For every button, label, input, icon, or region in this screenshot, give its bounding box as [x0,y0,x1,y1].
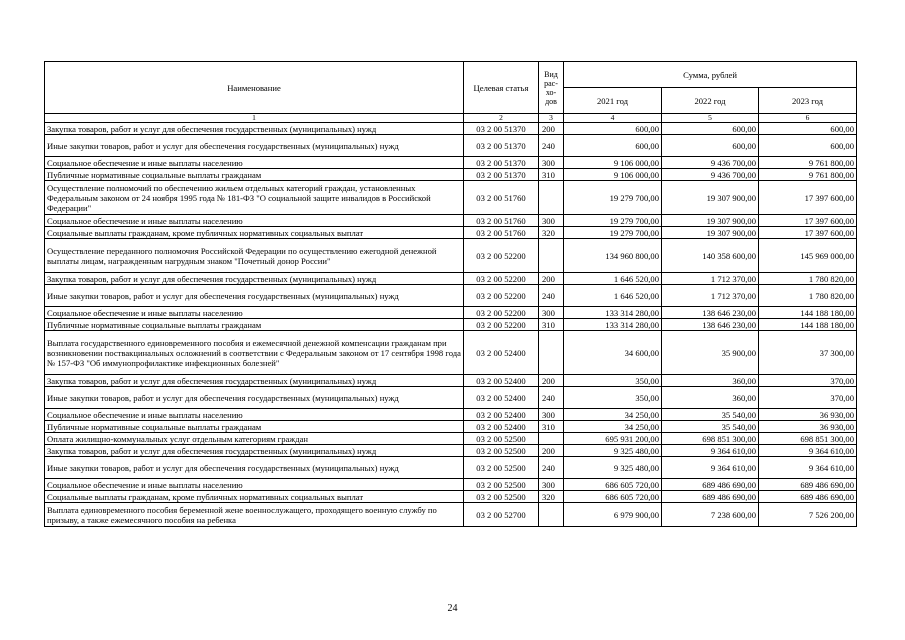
table-row [45,331,857,375]
row-name: Оплата жилищно-коммунальных услуг отдельным категориям граждан [45,433,464,445]
row-sum-2023: 698 851 300,00 [759,433,857,445]
row-expense-type: 300 [539,307,564,319]
row-expense-type: 320 [539,491,564,503]
row-sum-2022: 600,00 [662,123,759,135]
row-name: Публичные нормативные социальные выплаты гражданам [45,319,464,331]
row-name: Выплата единовременного пособия беременной жене военнослужащего, проходящего военную службу по призыву, а также ежемесячного пособия на ребенка [45,503,464,527]
row-sum-2021: 34 250,00 [564,421,662,433]
row-name: Социальное обеспечение и иные выплаты населению [45,479,464,491]
row-target-code: 03 2 00 52400 [464,375,539,387]
budget-table-sheet [44,61,856,527]
row-sum-2021: 686 605 720,00 [564,491,662,503]
row-sum-2023: 9 364 610,00 [759,445,857,457]
table-row [45,479,857,491]
row-sum-2022: 360,00 [662,387,759,409]
row-sum-2021: 350,00 [564,387,662,409]
row-expense-type: 240 [539,135,564,157]
row-expense-type [539,433,564,445]
row-sum-2023: 145 969 000,00 [759,239,857,273]
row-sum-2023: 17 397 600,00 [759,181,857,215]
row-sum-2023: 9 761 800,00 [759,157,857,169]
budget-table-body [45,62,857,527]
header-year-2022: 2022 год [662,88,759,114]
table-row [45,433,857,445]
row-sum-2021: 695 931 200,00 [564,433,662,445]
row-sum-2021: 1 646 520,00 [564,285,662,307]
row-target-code: 03 2 00 52200 [464,285,539,307]
row-sum-2021: 9 325 480,00 [564,457,662,479]
row-sum-2022: 9 364 610,00 [662,457,759,479]
row-target-code: 03 2 00 52500 [464,457,539,479]
row-expense-type: 310 [539,421,564,433]
row-target-code: 03 2 00 52700 [464,503,539,527]
row-sum-2023: 36 930,00 [759,421,857,433]
table-row [45,503,857,527]
row-sum-2021: 9 106 000,00 [564,157,662,169]
row-sum-2023: 689 486 690,00 [759,479,857,491]
row-sum-2021: 600,00 [564,135,662,157]
row-name: Иные закупки товаров, работ и услуг для обеспечения государственных (муниципальных) нужд [45,285,464,307]
row-sum-2022: 360,00 [662,375,759,387]
row-sum-2023: 689 486 690,00 [759,491,857,503]
row-expense-type [539,181,564,215]
row-target-code: 03 2 00 52400 [464,409,539,421]
row-sum-2022: 600,00 [662,135,759,157]
row-sum-2022: 1 712 370,00 [662,273,759,285]
row-sum-2022: 1 712 370,00 [662,285,759,307]
header-sum: Сумма, рублей [564,62,857,88]
row-name: Осуществление полномочий по обеспечению жильем отдельных категорий граждан, установленных Федеральным законом от 24 ноября 1995 года № 181-ФЗ "О социальной защите инвалидов в Российской Федерации" [45,181,464,215]
table-row [45,491,857,503]
row-target-code: 03 2 00 52500 [464,491,539,503]
row-expense-type: 200 [539,273,564,285]
row-sum-2023: 9 761 800,00 [759,169,857,181]
table-row [45,135,857,157]
row-target-code: 03 2 00 52500 [464,445,539,457]
row-expense-type: 200 [539,123,564,135]
row-sum-2023: 370,00 [759,387,857,409]
row-name: Публичные нормативные социальные выплаты гражданам [45,421,464,433]
row-sum-2023: 9 364 610,00 [759,457,857,479]
row-sum-2022: 19 307 900,00 [662,181,759,215]
row-target-code: 03 2 00 51370 [464,123,539,135]
row-expense-type: 300 [539,479,564,491]
row-sum-2022: 7 238 600,00 [662,503,759,527]
row-sum-2021: 19 279 700,00 [564,181,662,215]
table-row [45,375,857,387]
row-sum-2023: 600,00 [759,123,857,135]
row-sum-2022: 35 540,00 [662,409,759,421]
row-sum-2022: 138 646 230,00 [662,319,759,331]
row-target-code: 03 2 00 52500 [464,479,539,491]
row-expense-type: 240 [539,457,564,479]
row-sum-2022: 138 646 230,00 [662,307,759,319]
row-target-code: 03 2 00 51760 [464,215,539,227]
table-row [45,215,857,227]
table-row [45,457,857,479]
row-name: Социальное обеспечение и иные выплаты населению [45,307,464,319]
row-target-code: 03 2 00 51370 [464,135,539,157]
row-sum-2022: 19 307 900,00 [662,227,759,239]
row-sum-2021: 19 279 700,00 [564,227,662,239]
row-name: Иные закупки товаров, работ и услуг для обеспечения государственных (муниципальных) нужд [45,135,464,157]
header-vid: Вид рас-хо-дов [539,62,564,114]
row-sum-2022: 9 436 700,00 [662,169,759,181]
table-row [45,319,857,331]
table-row [45,239,857,273]
row-expense-type: 310 [539,319,564,331]
row-sum-2021: 134 960 800,00 [564,239,662,273]
row-expense-type: 300 [539,409,564,421]
row-expense-type [539,239,564,273]
row-expense-type [539,503,564,527]
column-index: 4 [564,114,662,123]
row-sum-2023: 144 188 180,00 [759,319,857,331]
row-sum-2021: 9 325 480,00 [564,445,662,457]
row-sum-2023: 144 188 180,00 [759,307,857,319]
row-sum-2021: 133 314 280,00 [564,307,662,319]
table-row [45,157,857,169]
row-sum-2022: 9 364 610,00 [662,445,759,457]
row-sum-2022: 140 358 600,00 [662,239,759,273]
row-target-code: 03 2 00 51370 [464,157,539,169]
row-name: Социальное обеспечение и иные выплаты населению [45,157,464,169]
row-expense-type: 310 [539,169,564,181]
row-expense-type: 240 [539,285,564,307]
column-index: 5 [662,114,759,123]
row-sum-2021: 19 279 700,00 [564,215,662,227]
row-sum-2022: 35 900,00 [662,331,759,375]
row-sum-2021: 34 250,00 [564,409,662,421]
table-row [45,409,857,421]
row-target-code: 03 2 00 52200 [464,307,539,319]
row-sum-2023: 17 397 600,00 [759,227,857,239]
table-row [45,227,857,239]
table-row [45,421,857,433]
row-sum-2023: 7 526 200,00 [759,503,857,527]
header-year-2023: 2023 год [759,88,857,114]
row-sum-2023: 370,00 [759,375,857,387]
header-row-top [45,62,857,88]
row-expense-type: 300 [539,215,564,227]
row-sum-2023: 17 397 600,00 [759,215,857,227]
row-sum-2021: 1 646 520,00 [564,273,662,285]
table-row [45,181,857,215]
header-target: Целевая статья [464,62,539,114]
row-name: Социальное обеспечение и иные выплаты населению [45,409,464,421]
row-name: Иные закупки товаров, работ и услуг для обеспечения государственных (муниципальных) нужд [45,387,464,409]
column-index: 6 [759,114,857,123]
row-name: Закупка товаров, работ и услуг для обеспечения государственных (муниципальных) нужд [45,375,464,387]
row-sum-2021: 6 979 900,00 [564,503,662,527]
table-row [45,169,857,181]
row-expense-type: 200 [539,445,564,457]
row-sum-2023: 37 300,00 [759,331,857,375]
row-sum-2022: 35 540,00 [662,421,759,433]
row-target-code: 03 2 00 52200 [464,239,539,273]
table-row [45,123,857,135]
row-sum-2022: 689 486 690,00 [662,491,759,503]
row-name: Закупка товаров, работ и услуг для обеспечения государственных (муниципальных) нужд [45,445,464,457]
row-target-code: 03 2 00 52400 [464,331,539,375]
row-name: Выплата государственного единовременного пособия и ежемесячной денежной компенсации гражданам при возникновении поствакцинальных осложнений в соответствии с Федеральным законом от 17 сентября 1998 года № 157-ФЗ "Об иммунопрофилактике инфекционных болезней" [45,331,464,375]
row-sum-2023: 36 930,00 [759,409,857,421]
column-index: 2 [464,114,539,123]
row-expense-type: 300 [539,157,564,169]
row-sum-2023: 1 780 820,00 [759,273,857,285]
row-sum-2021: 686 605 720,00 [564,479,662,491]
row-sum-2022: 689 486 690,00 [662,479,759,491]
column-index-row [45,114,857,123]
row-sum-2023: 600,00 [759,135,857,157]
row-name: Иные закупки товаров, работ и услуг для обеспечения государственных (муниципальных) нужд [45,457,464,479]
row-expense-type: 200 [539,375,564,387]
row-name: Социальные выплаты гражданам, кроме публичных нормативных социальных выплат [45,491,464,503]
row-target-code: 03 2 00 51760 [464,181,539,215]
row-name: Закупка товаров, работ и услуг для обеспечения государственных (муниципальных) нужд [45,273,464,285]
row-sum-2021: 34 600,00 [564,331,662,375]
row-target-code: 03 2 00 52200 [464,273,539,285]
row-target-code: 03 2 00 52500 [464,433,539,445]
row-target-code: 03 2 00 51760 [464,227,539,239]
row-sum-2021: 350,00 [564,375,662,387]
row-sum-2021: 9 106 000,00 [564,169,662,181]
row-name: Социальное обеспечение и иные выплаты населению [45,215,464,227]
row-sum-2023: 1 780 820,00 [759,285,857,307]
row-target-code: 03 2 00 52400 [464,387,539,409]
table-row [45,387,857,409]
page-number: 24 [447,603,458,614]
row-target-code: 03 2 00 51370 [464,169,539,181]
row-name: Осуществление переданного полномочия Российской Федерации по осуществлению ежегодной денежной выплаты лицам, награжденным нагрудным знаком "Почетный донор России" [45,239,464,273]
row-expense-type: 240 [539,387,564,409]
table-row [45,307,857,319]
row-sum-2022: 698 851 300,00 [662,433,759,445]
row-sum-2021: 600,00 [564,123,662,135]
column-index: 1 [45,114,464,123]
row-target-code: 03 2 00 52200 [464,319,539,331]
row-sum-2022: 9 436 700,00 [662,157,759,169]
header-year-2021: 2021 год [564,88,662,114]
row-name: Закупка товаров, работ и услуг для обеспечения государственных (муниципальных) нужд [45,123,464,135]
budget-table [44,61,857,527]
header-name: Наименование [45,62,464,114]
row-sum-2021: 133 314 280,00 [564,319,662,331]
row-expense-type [539,331,564,375]
row-target-code: 03 2 00 52400 [464,421,539,433]
row-name: Публичные нормативные социальные выплаты гражданам [45,169,464,181]
row-name: Социальные выплаты гражданам, кроме публичных нормативных социальных выплат [45,227,464,239]
row-sum-2022: 19 307 900,00 [662,215,759,227]
table-row [45,445,857,457]
column-index: 3 [539,114,564,123]
row-expense-type: 320 [539,227,564,239]
table-row [45,273,857,285]
table-row [45,285,857,307]
